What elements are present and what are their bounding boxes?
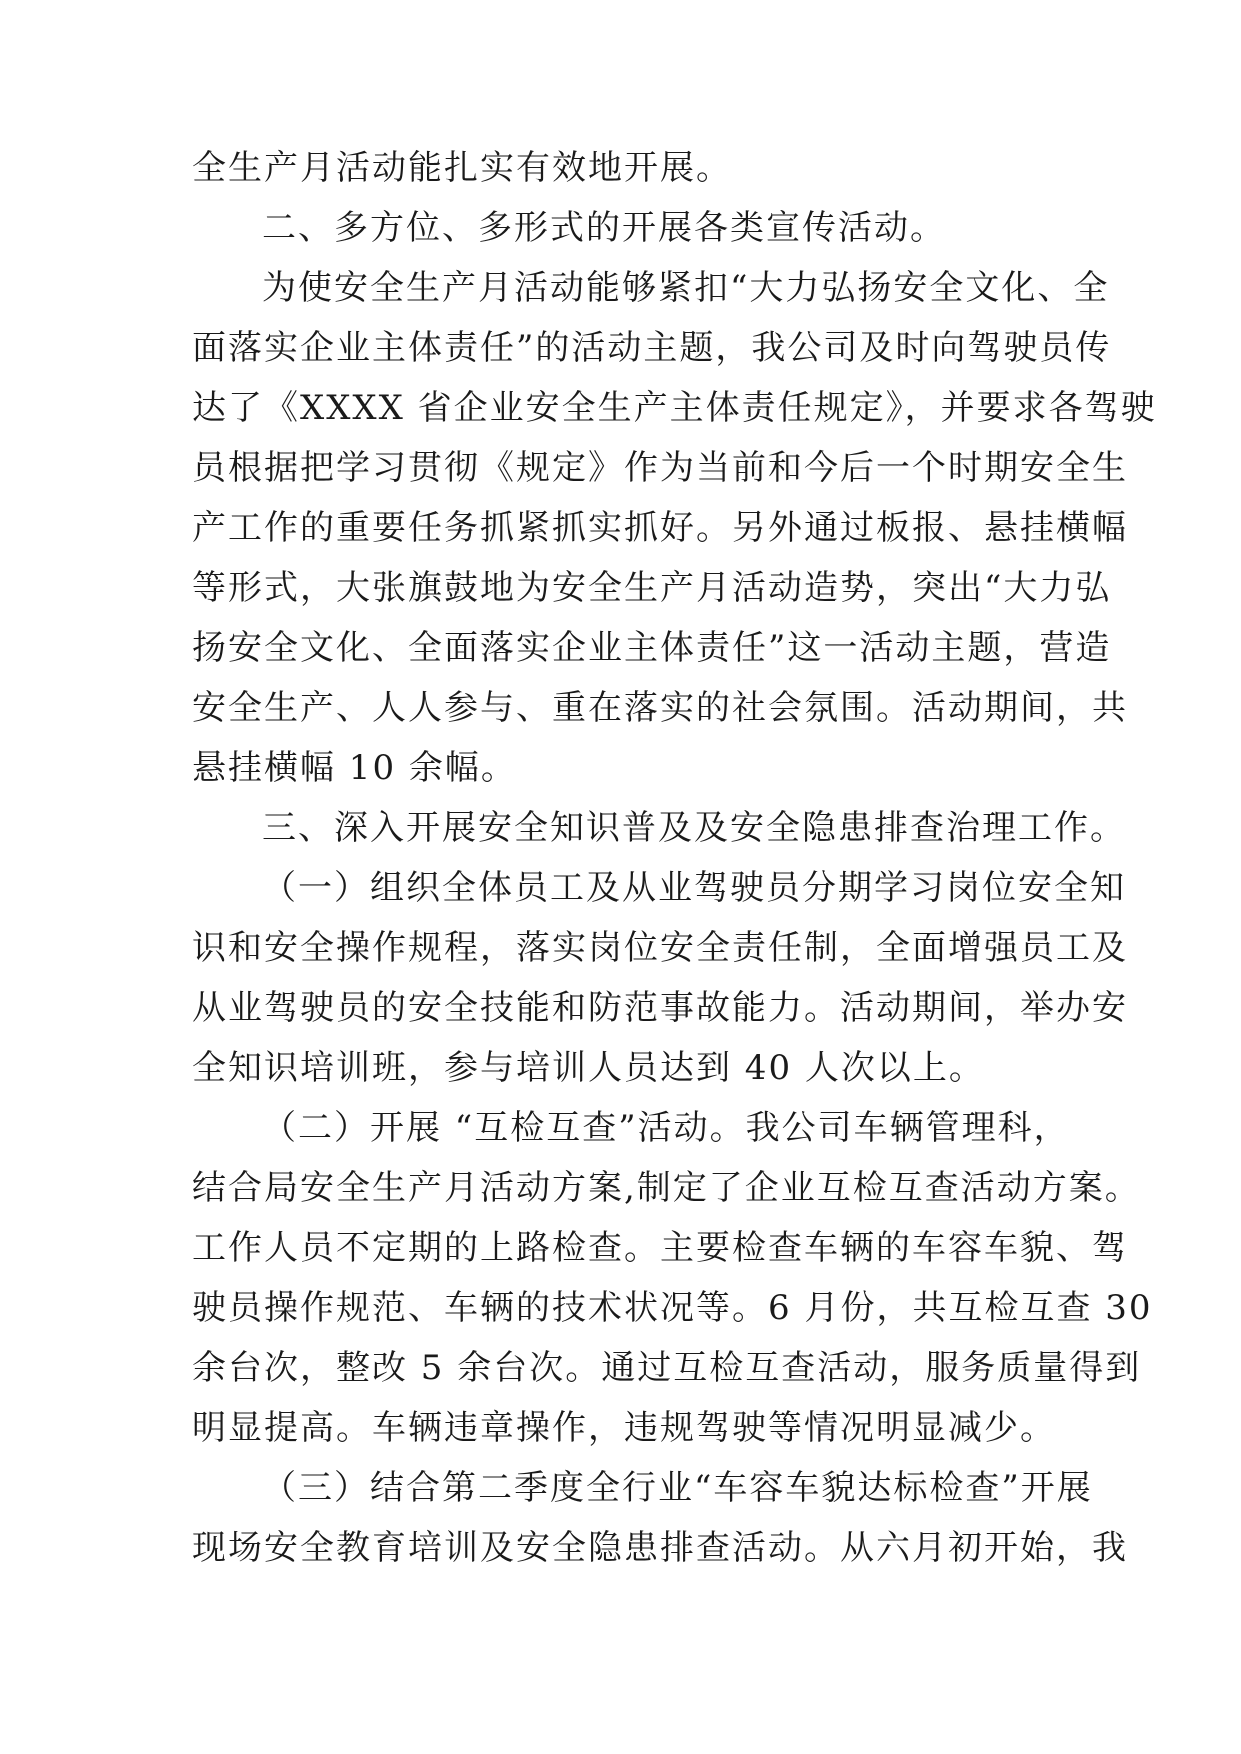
- paragraph-line: 从业驾驶员的安全技能和防范事故能力。活动期间，举办安: [192, 988, 1128, 1028]
- paragraph-line: 全生产月活动能扎实有效地开展。: [192, 148, 732, 188]
- section-heading: 二、多方位、多形式的开展各类宣传活动。: [262, 208, 946, 248]
- paragraph-line: 现场安全教育培训及安全隐患排查活动。从六月初开始，我: [192, 1528, 1128, 1568]
- paragraph-line: 面落实企业主体责任”的活动主题，我公司及时向驾驶员传: [192, 328, 1112, 368]
- paragraph-line: 余台次，整改 5 余台次。通过互检互查活动，服务质量得到: [192, 1348, 1142, 1388]
- paragraph-line: （一）组织全体员工及从业驾驶员分期学习岗位安全知: [262, 868, 1126, 908]
- paragraph-line: 扬安全文化、全面落实企业主体责任”这一活动主题，营造: [192, 628, 1112, 668]
- paragraph-line: （三）结合第二季度全行业“车容车貌达标检查”开展: [262, 1468, 1093, 1508]
- paragraph-line: 安全生产、人人参与、重在落实的社会氛围。活动期间，共: [192, 688, 1128, 728]
- paragraph-line: 结合局安全生产月活动方案,制定了企业互检互查活动方案。: [192, 1168, 1141, 1208]
- paragraph-line: 产工作的重要任务抓紧抓实抓好。另外通过板报、悬挂横幅: [192, 508, 1128, 548]
- paragraph-line: 为使安全生产月活动能够紧扣“大力弘扬安全文化、全: [262, 268, 1110, 308]
- paragraph-line: 明显提高。车辆违章操作，违规驾驶等情况明显减少。: [192, 1408, 1056, 1448]
- paragraph-line: 员根据把学习贯彻《规定》作为当前和今后一个时期安全生: [192, 448, 1128, 488]
- paragraph-line: 达了《XXXX 省企业安全生产主体责任规定》，并要求各驾驶: [192, 388, 1157, 428]
- section-heading: 三、深入开展安全知识普及及安全隐患排查治理工作。: [262, 808, 1126, 848]
- paragraph-line: （二）开展 “互检互查”活动。我公司车辆管理科，: [262, 1108, 1070, 1148]
- paragraph-line: 识和安全操作规程，落实岗位安全责任制，全面增强员工及: [192, 928, 1128, 968]
- paragraph-line: 工作人员不定期的上路检查。主要检查车辆的车容车貌、驾: [192, 1228, 1128, 1268]
- paragraph-line: 驶员操作规范、车辆的技术状况等。6 月份，共互检互查 30: [192, 1288, 1153, 1328]
- paragraph-line: 等形式，大张旗鼓地为安全生产月活动造势，突出“大力弘: [192, 568, 1112, 608]
- paragraph-line: 悬挂横幅 10 余幅。: [192, 748, 517, 788]
- paragraph-line: 全知识培训班，参与培训人员达到 40 人次以上。: [192, 1048, 985, 1088]
